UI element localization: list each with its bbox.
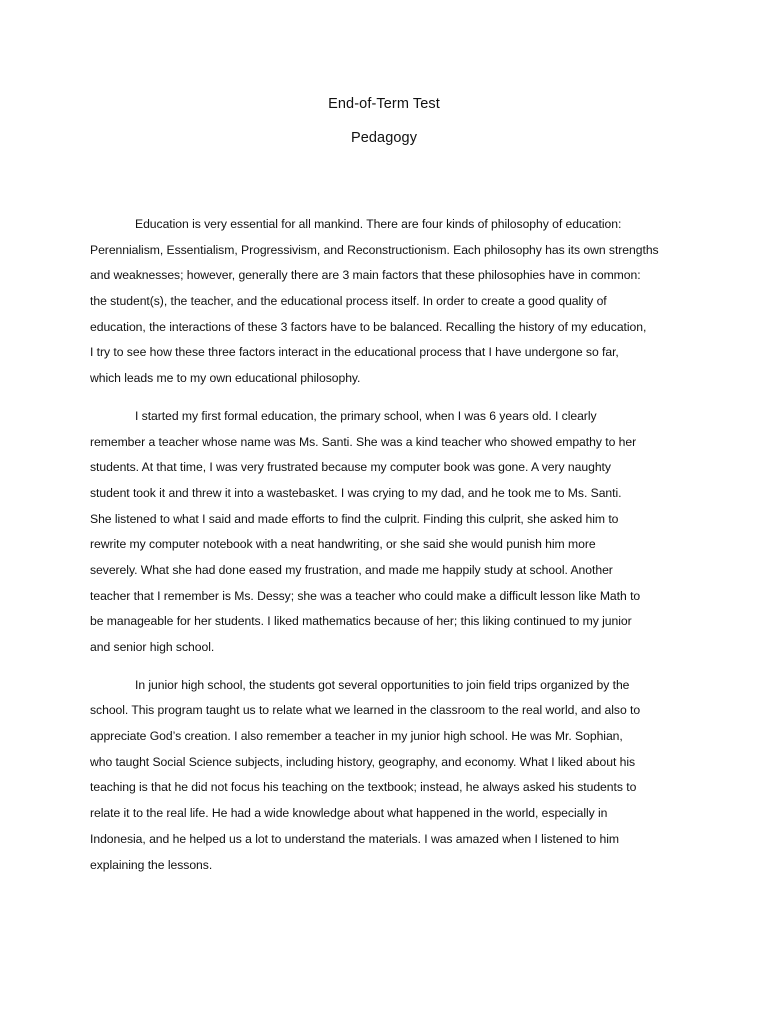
document-title: End-of-Term Test [328, 96, 440, 112]
text-line: relate it to the real life. He had a wide knowledge about what happened in the world, especially in [90, 806, 608, 821]
text-line: remember a teacher whose name was Ms. Santi. She was a kind teacher who showed empathy to her [90, 434, 637, 449]
text-line: severely. What she had done eased my frustration, and made me happily study at school. Another [90, 562, 613, 577]
text-line: teacher that I remember is Ms. Dessy; she was a teacher who could make a difficult lesson like Math to [90, 588, 641, 603]
document-body [90, 212, 690, 890]
text-line: I try to see how these three factors interact in the educational process that I have undergone so far, [90, 345, 619, 360]
text-line: appreciate God’s creation. I also remember a teacher in my junior high school. He was Mr. Sophian, [90, 729, 623, 744]
text-line: student took it and threw it into a wastebasket. I was crying to my dad, and he took me to Ms. Santi. [90, 485, 622, 500]
text-line: and weaknesses; however, generally there are 3 main factors that these philosophies have in common: [90, 268, 641, 283]
text-line: Perennialism, Essentialism, Progressivism, and Reconstructionism. Each philosophy has its own strengths [90, 242, 659, 257]
paragraph-3 [90, 673, 690, 879]
text-line: I started my first formal education, the primary school, when I was 6 years old. I clearly [135, 408, 597, 423]
text-line: education, the interactions of these 3 factors have to be balanced. Recalling the history of my education, [90, 319, 647, 334]
text-line: rewrite my computer notebook with a neat handwriting, or she said she would punish him more [90, 537, 596, 552]
text-line: She listened to what I said and made efforts to find the culprit. Finding this culprit, she asked him to [90, 511, 619, 526]
text-line: be manageable for her students. I liked mathematics because of her; this liking continued to my junior [90, 614, 632, 629]
text-line: the student(s), the teacher, and the educational process itself. In order to create a good quality of [90, 294, 607, 309]
text-line: In junior high school, the students got several opportunities to join field trips organized by the [135, 677, 630, 692]
paragraph-2 [90, 404, 690, 661]
document-subtitle: Pedagogy [350, 130, 418, 146]
paragraph-1 [90, 212, 690, 392]
text-line: teaching is that he did not focus his teaching on the textbook; instead, he always asked his students to [90, 780, 637, 795]
text-line: and senior high school. [90, 640, 215, 654]
text-line: students. At that time, I was very frustrated because my computer book was gone. A very naughty [90, 460, 611, 475]
text-line: who taught Social Science subjects, including history, geography, and economy. What I liked about his [90, 754, 636, 769]
text-line: school. This program taught us to relate what we learned in the classroom to the real world, and also to [90, 703, 641, 718]
text-line: explaining the lessons. [90, 857, 213, 872]
text-line: which leads me to my own educational philosophy. [90, 371, 361, 386]
text-line: Indonesia, and he helped us a lot to understand the materials. I was amazed when I listened to him [90, 831, 619, 846]
text-line: Education is very essential for all mankind. There are four kinds of philosophy of education: [135, 217, 622, 231]
